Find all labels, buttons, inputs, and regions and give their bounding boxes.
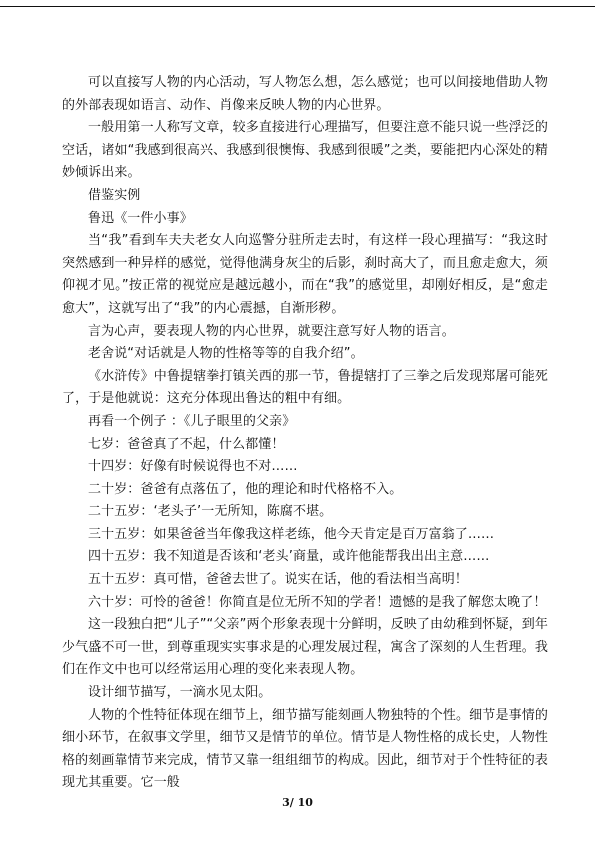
- paragraph-detail-heading: 设计细节描写，一滴水见太阳。: [88, 685, 272, 701]
- paragraph-lu-xun-quote: 当“我”看到车夫夫老女人向巡警分驻所走去时，有这样一段心理描写：“我这时突然感到一种异样的感觉，觉得他满身灰尘的后影，刹时高大了，而且愈走愈大，须仰视才见。”按正常的视觉应是越远越小，而在“我”的感觉里，却刚好相反，是“愈走愈大”，这就写出了“我”的内心震撼，自渐形秽。: [62, 233, 548, 316]
- header-rule: [0, 6, 595, 7]
- list-item-age-25: 二十五岁：‘老头子’一无所知，陈腐不堪。: [88, 504, 333, 520]
- list-item-age-35: 三十五岁：如果爸爸当年像我这样老练，他今天肯定是百万富翁了……: [88, 526, 495, 542]
- paragraph-first-person: 一般用第一人称写文章，较多直接进行心理描写，但要注意不能只说一些浮泛的空话，诸如“我感到很高兴、我感到很懊悔、我感到很暖”之类，要能把内心深处的精妙倾诉出来。: [62, 120, 548, 181]
- example-title-lu-xun: 鲁迅《一件小事》: [88, 210, 193, 226]
- paragraph-another-example: 再看一个例子 ：《儿子眼里的父亲》: [88, 413, 296, 429]
- paragraph-language: 言为心声，要表现人物的内心世界，就要注意写好人物的语言。: [88, 323, 455, 339]
- section-heading-examples: 借鉴实例: [88, 187, 141, 203]
- list-item-age-20: 二十岁：爸爸有点落伍了，他的理论和时代格格不入。: [88, 481, 403, 497]
- paragraph-intro: 可以直接写人物的内心活动，写人物怎么想，怎么感觉；也可以间接地借助人物的外部表现如语言、动作、肖像来反映人物的内心世界。: [62, 75, 548, 113]
- list-item-age-60: 六十岁：可怜的爸爸！你简直是位无所不知的学者！遗憾的是我了解您太晚了！: [88, 594, 547, 610]
- list-item-age-14: 十四岁：好像有时候说得也不对……: [88, 459, 298, 475]
- paragraph-detail-body: 人物的个性特征体现在细节上，细节描写能刻画人物独特的个性。细节是事情的细小环节，在叙事文学里，细节又是情节的单位。情节是人物性格的成长史，人物性格的刻画靠情节来完成，情节又靠一组组细节的构成。因此，细节对于个性特征的表现尤其重要。它一般: [62, 707, 548, 791]
- paragraph-lao-she: 老舍说“对话就是人物的性格等等的自我介绍”。: [88, 346, 364, 362]
- page-number: 3/ 10: [282, 796, 313, 809]
- paragraph-monologue-analysis: 这一段独白把“儿子”“父亲”两个形象表现十分鲜明，反映了由幼稚到怀疑，到年少气盛不可一世，到尊重现实实事求是的心理发展过程，寓含了深刻的人生哲理。我们在作文中也可以经常运用心理的变化来表现人物。: [62, 617, 548, 678]
- page-body: [62, 72, 548, 795]
- list-item-age-55: 五十五岁：真可惜，爸爸去世了。说实在话，他的看法相当高明！: [88, 572, 468, 588]
- paragraph-water-margin: 《水浒传》中鲁提辖拳打镇关西的那一节，鲁提辖打了三拳之后发现郑屠可能死了，于是他就说：这充分体现出鲁达的粗中有细。: [62, 368, 548, 407]
- list-item-age-7: 七岁：爸爸真了不起，什么都懂！: [88, 436, 285, 452]
- list-item-age-45: 四十五岁：我不知道是否该和‘老头’商量，或许他能帮我出出主意……: [88, 549, 490, 565]
